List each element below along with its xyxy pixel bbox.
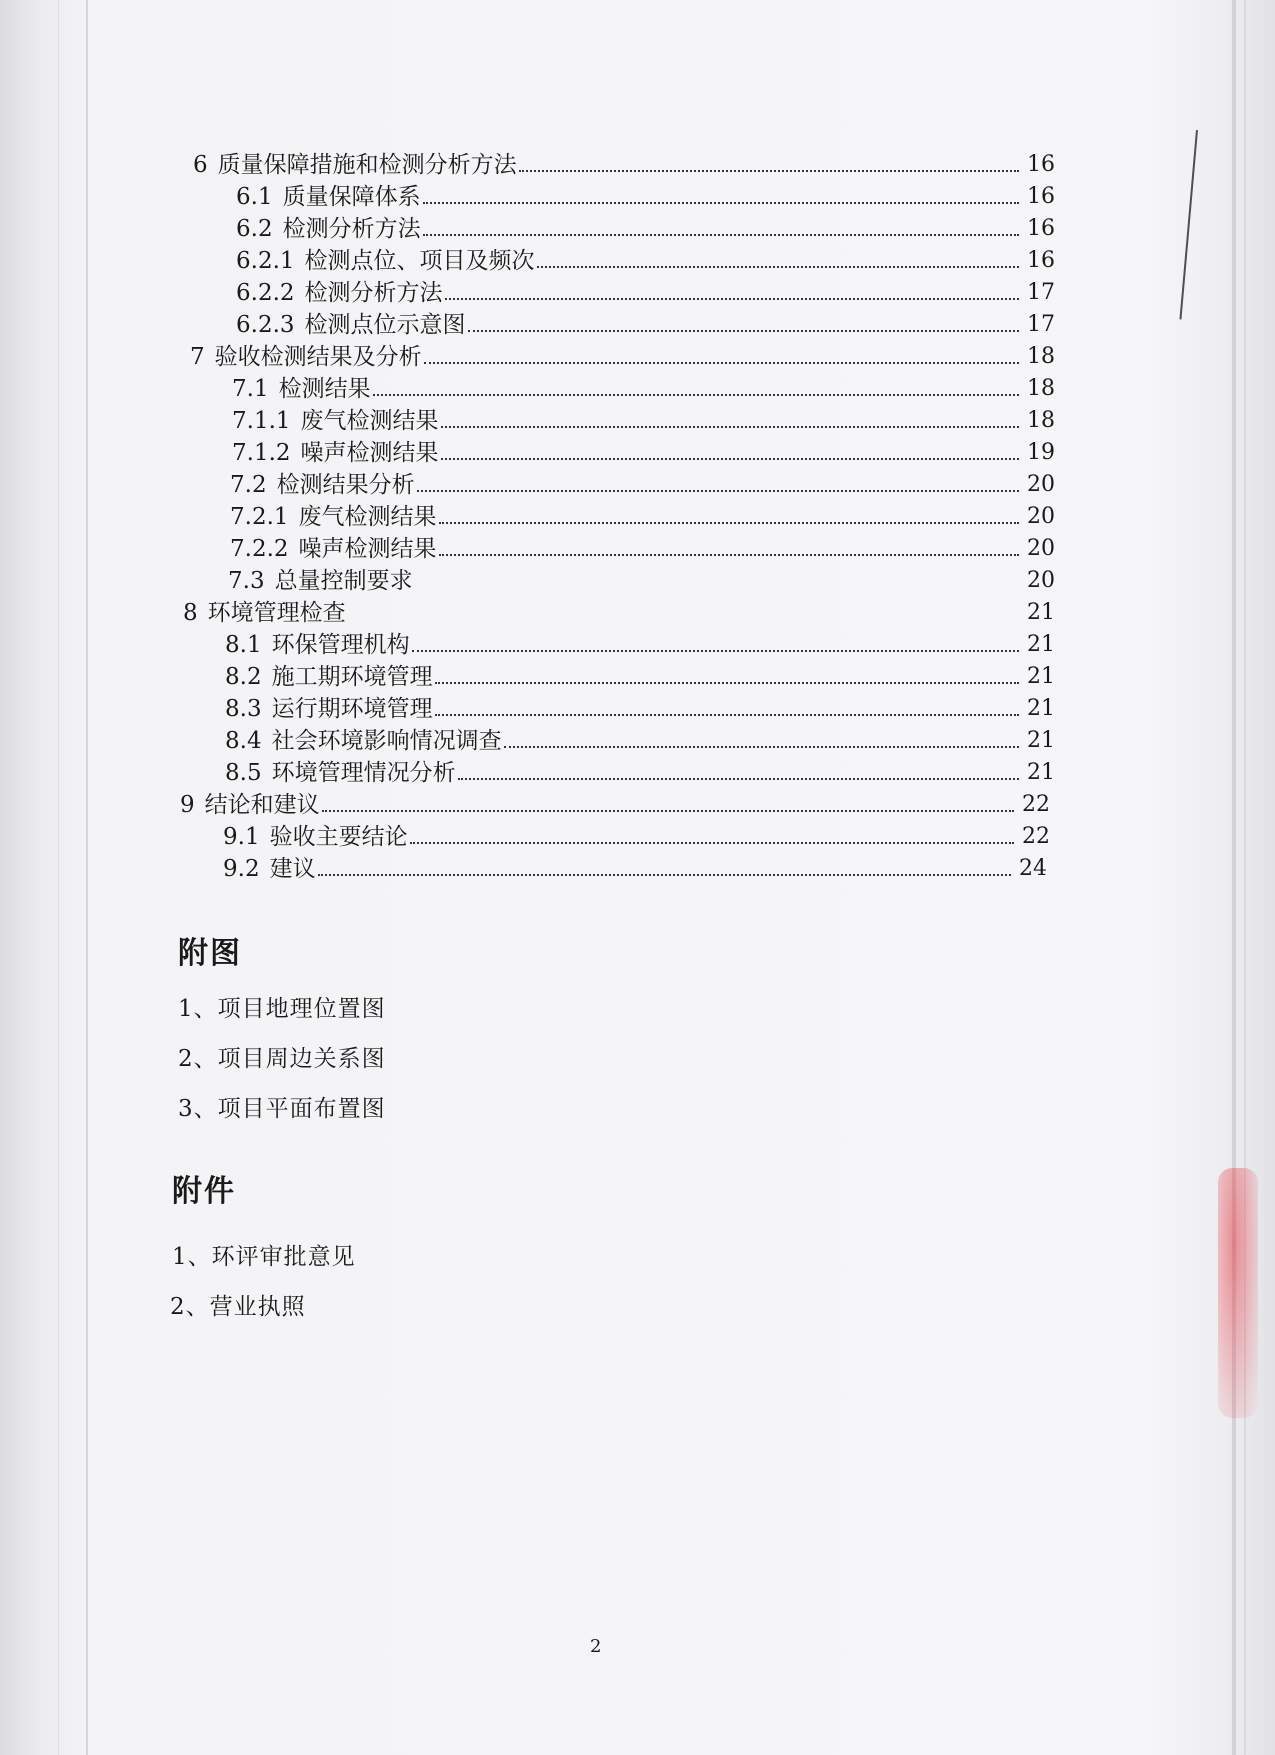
toc-entry-title: 检测结果 [278, 376, 371, 402]
toc-entry-page: 20 [1027, 536, 1055, 561]
toc-entry-number: 7.2.1 [230, 504, 289, 530]
toc-entry-number: 6.2.3 [236, 312, 295, 338]
toc-entry-number: 7.1.2 [232, 440, 291, 466]
toc-entry-number: 8.3 [225, 696, 262, 722]
toc-entry-page: 21 [1027, 760, 1055, 785]
toc-entry-title: 建议 [269, 856, 316, 882]
toc-entry-title: 质量保障体系 [282, 184, 421, 210]
toc-entry-page: 19 [1027, 440, 1055, 465]
toc-leader-dots [439, 521, 1019, 524]
toc-entry-number: 6.1 [236, 184, 273, 210]
toc-entry-title: 环境管理检查 [207, 600, 346, 626]
toc-leader-dots [412, 649, 1019, 652]
toc-leader-dots [441, 457, 1019, 460]
toc-leader-dots [373, 393, 1019, 396]
toc-entry-page: 16 [1027, 152, 1055, 177]
toc-entry-page: 16 [1027, 248, 1055, 273]
toc-entry[interactable] [225, 754, 1055, 788]
toc-entry-number: 7.2 [230, 472, 267, 498]
toc-entry[interactable] [230, 530, 1055, 564]
toc-entry-number: 6 [193, 152, 208, 178]
toc-entry-title: 检测点位示意图 [304, 312, 466, 338]
toc-entry[interactable] [180, 786, 1050, 820]
toc-entry-number: 8.1 [225, 632, 262, 658]
toc-leader-dots [439, 553, 1019, 556]
toc-entry-number: 9.1 [223, 824, 260, 850]
toc-entry-title: 检测分析方法 [304, 280, 443, 306]
figure-item[interactable]: 3、项目平面布置图 [178, 1096, 386, 1122]
toc-leader-dots [537, 265, 1019, 268]
toc-entry[interactable] [225, 722, 1055, 756]
toc-entry-title: 总量控制要求 [274, 568, 413, 594]
toc-entry-number: 8.5 [225, 760, 262, 786]
toc-entry-title: 质量保障措施和检测分析方法 [217, 152, 517, 178]
toc-entry-title: 检测点位、项目及频次 [304, 248, 535, 274]
toc-leader-dots [348, 617, 1019, 620]
toc-entry-title: 噪声检测结果 [300, 440, 439, 466]
toc-entry[interactable] [230, 466, 1055, 500]
toc-entry-title: 社会环境影响情况调查 [271, 728, 502, 754]
toc-entry[interactable] [232, 434, 1055, 468]
toc-entry[interactable] [230, 498, 1055, 532]
toc-entry[interactable] [225, 626, 1055, 660]
toc-entry-page: 16 [1027, 216, 1055, 241]
toc-entry-page: 21 [1027, 728, 1055, 753]
toc-entry[interactable] [232, 370, 1055, 404]
toc-leader-dots [417, 489, 1019, 492]
toc-leader-dots [410, 841, 1014, 844]
toc-entry-number: 6.2.2 [236, 280, 295, 306]
toc-entry-number: 6.2 [236, 216, 273, 242]
toc-leader-dots [435, 713, 1019, 716]
toc-leader-dots [468, 329, 1019, 332]
toc-entry[interactable] [225, 658, 1055, 692]
toc-leader-dots [318, 873, 1011, 876]
toc-entry[interactable] [236, 178, 1055, 212]
toc-entry-title: 运行期环境管理 [271, 696, 433, 722]
toc-entry-page: 22 [1022, 824, 1050, 849]
toc-leader-dots [441, 425, 1019, 428]
toc-entry-title: 废气检测结果 [298, 504, 437, 530]
attachment-item[interactable]: 1、环评审批意见 [172, 1244, 356, 1270]
toc-entry[interactable] [228, 562, 1055, 596]
toc-entry-page: 24 [1019, 856, 1047, 881]
toc-entry-number: 7 [190, 344, 205, 370]
toc-leader-dots [445, 297, 1019, 300]
toc-entry[interactable] [190, 338, 1055, 372]
toc-entry-number: 8.4 [225, 728, 262, 754]
toc-entry-page: 20 [1027, 504, 1055, 529]
figures-heading: 附图 [178, 936, 242, 971]
toc-entry[interactable] [236, 242, 1055, 276]
toc-entry[interactable] [232, 402, 1055, 436]
toc-entry-number: 8.2 [225, 664, 262, 690]
toc-entry-number: 9.2 [223, 856, 260, 882]
toc-entry-page: 20 [1027, 472, 1055, 497]
toc-entry-number: 6.2.1 [236, 248, 295, 274]
toc-entry[interactable] [183, 594, 1055, 628]
attachment-item[interactable]: 2、营业执照 [170, 1294, 306, 1320]
page-number: 2 [590, 1636, 602, 1657]
toc-entry[interactable] [223, 818, 1050, 852]
toc-entry-page: 21 [1027, 696, 1055, 721]
toc-entry-page: 18 [1027, 408, 1055, 433]
figure-item[interactable]: 2、项目周边关系图 [178, 1046, 386, 1072]
toc-entry-page: 22 [1022, 792, 1050, 817]
toc-entry-title: 环境管理情况分析 [271, 760, 456, 786]
toc-leader-dots [423, 201, 1019, 204]
toc-entry-page: 18 [1027, 376, 1055, 401]
toc-entry-number: 7.3 [228, 568, 265, 594]
toc-leader-dots [424, 361, 1019, 364]
toc-leader-dots [322, 809, 1014, 812]
toc-entry-title: 检测结果分析 [276, 472, 415, 498]
toc-entry-number: 9 [180, 792, 195, 818]
toc-entry-title: 施工期环境管理 [271, 664, 433, 690]
toc-leader-dots [504, 745, 1019, 748]
figure-item[interactable]: 1、项目地理位置图 [178, 996, 386, 1022]
attachments-heading: 附件 [172, 1174, 236, 1209]
toc-entry-page: 21 [1027, 632, 1055, 657]
toc-entry-title: 验收主要结论 [269, 824, 408, 850]
toc-entry-page: 18 [1027, 344, 1055, 369]
toc-entry-title: 环保管理机构 [271, 632, 410, 658]
toc-entry[interactable] [236, 306, 1055, 340]
toc-entry[interactable] [236, 210, 1055, 244]
toc-leader-dots [435, 681, 1019, 684]
toc-leader-dots [415, 585, 1019, 588]
toc-entry[interactable] [225, 690, 1055, 724]
toc-entry[interactable] [223, 850, 1047, 884]
toc-entry[interactable] [193, 146, 1055, 180]
toc-entry-page: 17 [1027, 312, 1055, 337]
toc-leader-dots [458, 777, 1019, 780]
toc-entry-title: 废气检测结果 [300, 408, 439, 434]
toc-entry-title: 检测分析方法 [282, 216, 421, 242]
toc-entry-page: 20 [1027, 568, 1055, 593]
toc-entry[interactable] [236, 274, 1055, 308]
toc-entry-title: 噪声检测结果 [298, 536, 437, 562]
toc-entry-page: 17 [1027, 280, 1055, 305]
toc-entry-number: 7.1.1 [232, 408, 291, 434]
toc-entry-title: 结论和建议 [204, 792, 320, 818]
toc-leader-dots [519, 169, 1019, 172]
toc-entry-title: 验收检测结果及分析 [214, 344, 422, 370]
toc-entry-page: 16 [1027, 184, 1055, 209]
toc-leader-dots [423, 233, 1019, 236]
toc-entry-number: 8 [183, 600, 198, 626]
toc-entry-page: 21 [1027, 664, 1055, 689]
toc-entry-number: 7.2.2 [230, 536, 289, 562]
toc-entry-page: 21 [1027, 600, 1055, 625]
toc-entry-number: 7.1 [232, 376, 269, 402]
